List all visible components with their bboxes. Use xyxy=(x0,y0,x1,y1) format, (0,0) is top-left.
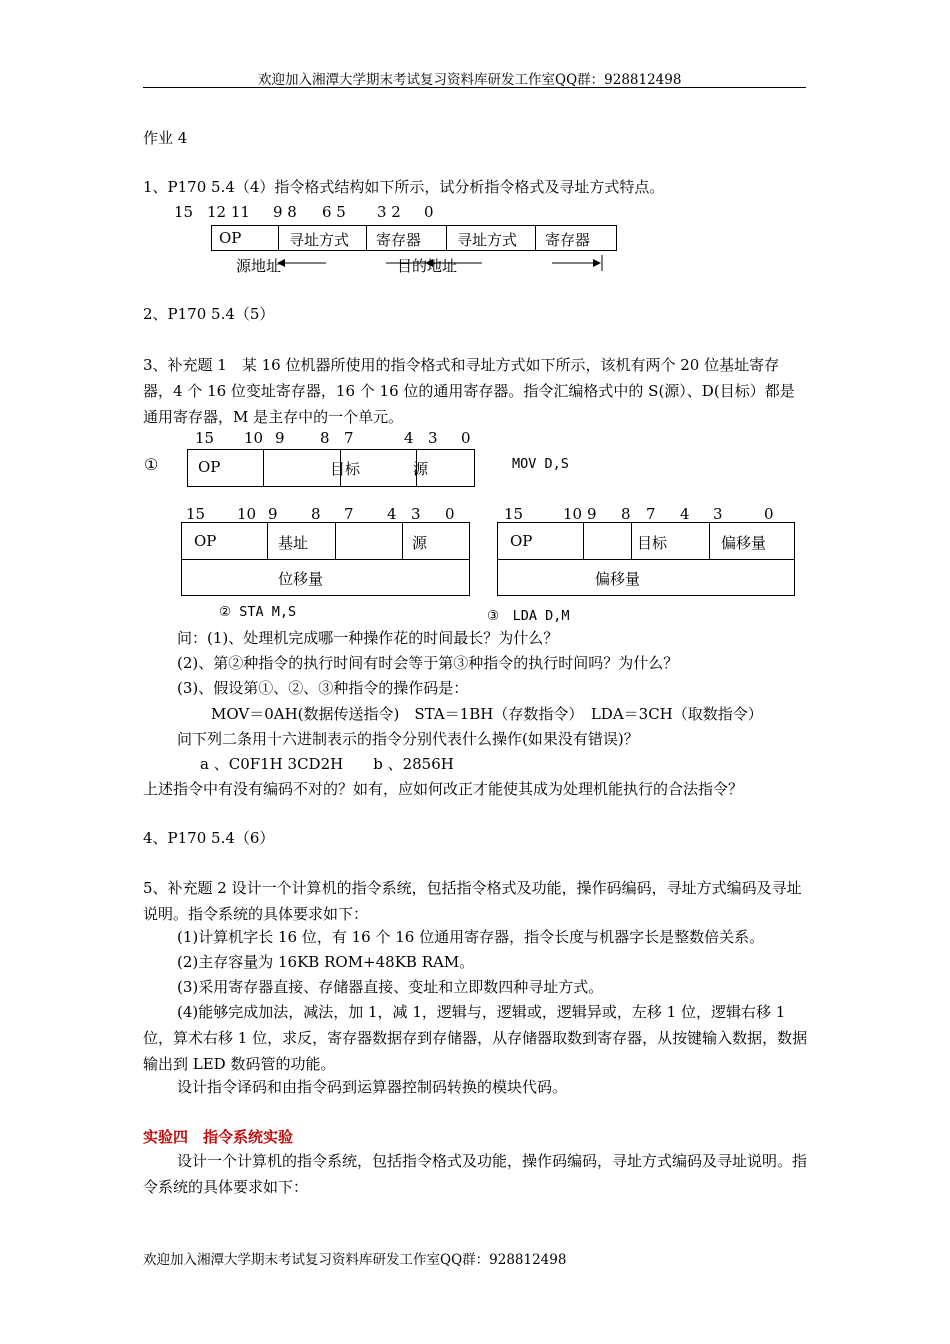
f1-bit: 7 xyxy=(344,429,354,447)
f2-cell-op: OP xyxy=(194,532,217,550)
page-footer: 欢迎加入湘潭大学期末考试复习资料库研发工作室QQ群：928812498 xyxy=(143,1252,567,1268)
q3-intro: 3、补充题 1 某 16 位机器所使用的指令格式和寻址方式如下所示，该机有两个 20 位基址寄存器，4 个 16 位变址寄存器，16 个 16 位的通用寄存器。指令汇编格式中的 S(源）、D(目标）都是通用寄存器，M 是主存中的一个单元。 xyxy=(143,356,795,426)
f3-bit: 10 xyxy=(563,505,583,523)
f1-bit: 4 xyxy=(404,429,414,447)
f1-bit: 0 xyxy=(461,429,471,447)
f2-bit: 3 xyxy=(411,505,421,523)
f3-bit: 8 xyxy=(621,505,631,523)
q1-source-label: 源地址 xyxy=(236,257,282,275)
f1-bit: 8 xyxy=(320,429,330,447)
f2-bit: 0 xyxy=(445,505,455,523)
f3-bit: 15 xyxy=(504,505,524,523)
f3-offset: 偏移量 xyxy=(595,570,641,588)
q3-question: (3)、假设第①、②、③种指令的操作码是： xyxy=(177,679,469,697)
q1-cell-mode: 寻址方式 xyxy=(289,231,350,249)
f2-row-divider xyxy=(181,559,470,560)
f1-divider xyxy=(263,449,264,487)
q1-address-arrows xyxy=(200,252,620,274)
q3-question: 问下列二条用十六进制表示的指令分别代表什么操作(如果没有错误)？ xyxy=(177,730,639,748)
f1-bit: 3 xyxy=(428,429,438,447)
q1-target-label: 目的地址 xyxy=(397,257,458,275)
q1-bit: 15 xyxy=(174,203,194,221)
q3-question: MOV＝0AH(数据传送指令) STA＝1BH（存数指令） LDA＝3CH（取数指令） xyxy=(211,705,763,723)
f2-bit: 4 xyxy=(387,505,397,523)
q1-bit: 9 8 xyxy=(273,203,297,221)
f3-divider xyxy=(631,522,632,559)
q5-intro: 5、补充题 2 设计一个计算机的指令系统，包括指令格式及功能，操作码编码，寻址方式编码及寻址说明。指令系统的具体要求如下： xyxy=(143,879,802,923)
f1-cell-target: 目标 xyxy=(330,460,361,478)
f3-bit: 7 xyxy=(646,505,656,523)
q5-item: (2)主存容量为 16KB ROM+48KB RAM。 xyxy=(177,953,475,971)
f2-bit: 9 xyxy=(268,505,278,523)
q1-cell-reg: 寄存器 xyxy=(376,231,422,249)
f3-bit: 3 xyxy=(713,505,723,523)
f3-bit: 0 xyxy=(764,505,774,523)
f2-bit: 8 xyxy=(311,505,321,523)
f3-row-divider xyxy=(497,559,795,560)
q1-divider xyxy=(446,225,447,251)
q1-bit: 12 11 xyxy=(207,203,250,221)
q1-bit: 3 2 xyxy=(377,203,401,221)
f2-bit: 7 xyxy=(344,505,354,523)
q1-bit: 0 xyxy=(424,203,434,221)
header-rule xyxy=(143,87,806,88)
f3-bit: 4 xyxy=(680,505,690,523)
q1-cell-op: OP xyxy=(219,229,242,247)
q5-item: (3)采用寄存器直接、存储器直接、变址和立即数四种寻址方式。 xyxy=(177,978,604,996)
f3-divider xyxy=(709,522,710,559)
q1-divider xyxy=(278,225,279,251)
q2-text: 2、P170 5.4（5） xyxy=(143,305,275,323)
q3-question: 上述指令中有没有编码不对的？如有，应如何改正才能使其成为处理机能执行的合法指令？ xyxy=(143,780,744,798)
f2-caption: ② STA M,S xyxy=(219,604,297,620)
q3-question: a 、C0F1H 3CD2H b 、2856H xyxy=(200,755,454,773)
page-title: 作业 4 xyxy=(143,129,188,147)
page-header: 欢迎加入湘潭大学期末考试复习资料库研发工作室QQ群：928812498 xyxy=(258,72,682,88)
f1-asm: MOV D,S xyxy=(512,456,569,472)
f2-displacement: 位移量 xyxy=(278,570,324,588)
q5-item: (1)计算机字长 16 位，有 16 个 16 位通用寄存器，指令长度与机器字长是整数倍关系。 xyxy=(177,928,765,946)
f3-cell-op: OP xyxy=(510,532,533,550)
f3-cell-offset: 偏移量 xyxy=(721,534,767,552)
f2-divider xyxy=(267,522,268,559)
q3-question: (2)、第②种指令的执行时间有时会等于第③种指令的执行时间吗？为什么？ xyxy=(177,654,679,672)
f1-bit: 9 xyxy=(275,429,285,447)
f2-divider xyxy=(335,522,336,559)
f2-divider xyxy=(402,522,403,559)
f2-bit: 15 xyxy=(186,505,206,523)
q5-item: (4)能够完成加法，减法，加 1，减 1，逻辑与，逻辑或，逻辑异或，左移 1 位，逻辑右移 1 位，算术右移 1 位，求反，寄存器数据存到存储器，从存储器取数到寄存器，从按键输入数据，数据输出到 LED 数码管的功能。 xyxy=(143,1003,808,1073)
f1-marker: ① xyxy=(144,455,159,474)
q4-text: 4、P170 5.4（6） xyxy=(143,829,275,847)
q1-text: 1、P170 5.4（4）指令格式结构如下所示，试分析指令格式及寻址方式特点。 xyxy=(143,178,665,196)
f3-cell-target: 目标 xyxy=(637,534,668,552)
f2-bit: 10 xyxy=(237,505,257,523)
f1-bit: 15 xyxy=(195,429,215,447)
f2-cell-source: 源 xyxy=(412,534,428,552)
q1-cell-mode: 寻址方式 xyxy=(457,231,518,249)
q1-divider xyxy=(366,225,367,251)
q1-bit: 6 5 xyxy=(322,203,346,221)
q1-divider xyxy=(535,225,536,251)
q1-cell-reg: 寄存器 xyxy=(545,231,591,249)
f3-divider xyxy=(583,522,584,559)
q5-item: 设计指令译码和由指令码到运算器控制码转换的模块代码。 xyxy=(177,1078,568,1096)
lab-title: 实验四 指令系统实验 xyxy=(143,1128,294,1146)
lab-text: 设计一个计算机的指令系统，包括指令格式及功能，操作码编码，寻址方式编码及寻址说明。指令系统的具体要求如下： xyxy=(143,1152,808,1196)
f1-cell-op: OP xyxy=(198,458,221,476)
f1-cell-source: 源 xyxy=(413,460,429,478)
f3-caption: ③ LDA D,M xyxy=(487,608,570,624)
f1-bit: 10 xyxy=(244,429,264,447)
q3-question: 问：(1)、处理机完成哪一种操作花的时间最长？为什么？ xyxy=(177,629,559,647)
f3-bit: 9 xyxy=(587,505,597,523)
f2-cell-base: 基址 xyxy=(278,534,309,552)
